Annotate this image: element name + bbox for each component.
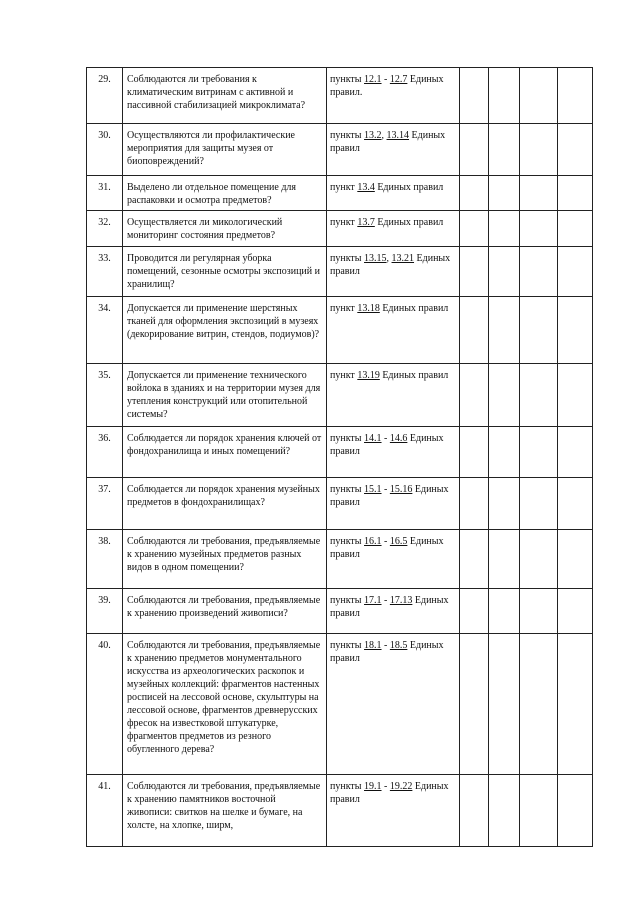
row-number: 29. xyxy=(87,68,123,124)
answer-cell[interactable] xyxy=(460,364,489,427)
rule-reference-link[interactable]: 12.1 xyxy=(364,74,382,85)
answer-cell[interactable] xyxy=(558,211,593,247)
rule-reference-text: - xyxy=(381,74,390,85)
answer-cell[interactable] xyxy=(558,634,593,775)
answer-cell[interactable] xyxy=(489,427,520,478)
answer-cell[interactable] xyxy=(558,124,593,176)
table-row xyxy=(87,247,593,297)
answer-cell[interactable] xyxy=(489,530,520,589)
rule-reference-link[interactable]: 18.1 xyxy=(364,640,382,651)
rule-reference-text: , xyxy=(386,253,392,264)
rule-reference-text: Единых правил xyxy=(379,370,449,381)
table-row xyxy=(87,364,593,427)
rule-reference xyxy=(327,211,460,247)
answer-cell[interactable] xyxy=(489,478,520,530)
answer-cell[interactable] xyxy=(460,211,489,247)
row-number: 32. xyxy=(87,211,123,247)
row-number: 35. xyxy=(87,364,123,427)
answer-cell[interactable] xyxy=(489,775,520,847)
rule-reference-link[interactable]: 13.18 xyxy=(357,303,380,314)
answer-cell[interactable] xyxy=(558,530,593,589)
answer-cell[interactable] xyxy=(558,775,593,847)
answer-cell[interactable] xyxy=(489,68,520,124)
rule-reference-link[interactable]: 13.7 xyxy=(357,217,375,228)
answer-cell[interactable] xyxy=(489,364,520,427)
table-row xyxy=(87,478,593,530)
row-number: 40. xyxy=(87,634,123,775)
answer-cell[interactable] xyxy=(558,478,593,530)
rule-reference-text: - xyxy=(381,595,390,606)
rule-reference-link[interactable]: 19.1 xyxy=(364,781,382,792)
rule-reference-text: - xyxy=(381,781,390,792)
rule-reference xyxy=(327,176,460,211)
rule-reference-text: Единых правил xyxy=(330,253,451,277)
rule-reference xyxy=(327,530,460,589)
rule-reference-text: пункты xyxy=(330,484,365,495)
answer-cell[interactable] xyxy=(460,176,489,211)
rule-reference-text: - xyxy=(381,433,390,444)
table-row xyxy=(87,530,593,589)
rule-reference-text: - xyxy=(381,640,390,651)
rule-reference-link[interactable]: 16.5 xyxy=(389,536,408,547)
answer-cell[interactable] xyxy=(520,68,558,124)
rule-reference-link[interactable]: 15.1 xyxy=(364,484,382,495)
rule-reference-text: пункт xyxy=(330,217,358,228)
answer-cell[interactable] xyxy=(558,364,593,427)
rule-reference-text: Единых правил xyxy=(330,595,449,619)
rule-reference xyxy=(327,297,460,364)
rule-reference-link[interactable]: 13.21 xyxy=(391,253,415,264)
answer-cell[interactable] xyxy=(460,297,489,364)
answer-cell[interactable] xyxy=(520,530,558,589)
rule-reference-text: пункты xyxy=(330,433,365,444)
answer-cell[interactable] xyxy=(460,427,489,478)
table-row xyxy=(87,211,593,247)
question-text: Соблюдаются ли требования, предъявляемые к хранению произведений живописи? xyxy=(123,589,327,634)
rule-reference-link[interactable]: 13.14 xyxy=(386,130,410,141)
question-text: Осуществляются ли профилактические мероприятия для защиты музея от биоповреждений? xyxy=(123,124,327,176)
rule-reference-text: пункт xyxy=(330,370,358,381)
answer-cell[interactable] xyxy=(520,124,558,176)
rule-reference-link[interactable]: 14.1 xyxy=(364,433,382,444)
question-text: Соблюдаются ли требования, предъявляемые к хранению музейных предметов разных видов в одном помещении? xyxy=(123,530,327,589)
row-number: 39. xyxy=(87,589,123,634)
answer-cell[interactable] xyxy=(460,775,489,847)
answer-cell[interactable] xyxy=(489,124,520,176)
answer-cell[interactable] xyxy=(489,589,520,634)
rule-reference-text: Единых правил xyxy=(330,484,449,508)
rule-reference xyxy=(327,247,460,297)
question-text: Соблюдаются ли требования, предъявляемые к хранению предметов монументального искусства из археологических раскопок и музейных коллекций: фрагментов настенных росписей на лессовой основе, скульптуры на лессовой основе, фрагментов древнерусских фресок на известковой штукатурке, фрагментов предметов из резного обугленного дерева? xyxy=(123,634,327,775)
answer-cell[interactable] xyxy=(489,297,520,364)
rule-reference-text: пункты xyxy=(330,253,365,264)
rule-reference-link[interactable]: 13.15 xyxy=(364,253,387,264)
row-number: 37. xyxy=(87,478,123,530)
rule-reference-link[interactable]: 13.2 xyxy=(364,130,382,141)
question-text: Осуществляется ли микологический мониторинг состояния предметов? xyxy=(123,211,327,247)
rule-reference-text: пункты xyxy=(330,781,365,792)
rule-reference-link[interactable]: 19.22 xyxy=(389,781,413,792)
rule-reference-text: Единых правил xyxy=(330,640,444,664)
checklist-table xyxy=(86,67,593,847)
table-row xyxy=(87,427,593,478)
rule-reference-text: пункты xyxy=(330,595,365,606)
answer-cell[interactable] xyxy=(460,124,489,176)
answer-cell[interactable] xyxy=(489,211,520,247)
rule-reference-text: Единых правил. xyxy=(330,74,444,98)
question-text: Соблюдаются ли требования к климатическим витринам с активной и пассивной стабилизацией микроклимата? xyxy=(123,68,327,124)
rule-reference-link[interactable]: 17.13 xyxy=(389,595,413,606)
table-row xyxy=(87,775,593,847)
rule-reference-text: пункты xyxy=(330,640,365,651)
rule-reference-text: пункты xyxy=(330,74,365,85)
rule-reference-text: пункты xyxy=(330,130,365,141)
rule-reference-text: Единых правил xyxy=(330,536,444,560)
table-row xyxy=(87,176,593,211)
answer-cell[interactable] xyxy=(558,68,593,124)
rule-reference-link[interactable]: 16.1 xyxy=(364,536,382,547)
row-number: 41. xyxy=(87,775,123,847)
question-text: Соблюдается ли порядок хранения ключей от фондохранилища и иных помещений? xyxy=(123,427,327,478)
rule-reference xyxy=(327,589,460,634)
rule-reference-text: Единых правил xyxy=(330,433,444,457)
rule-reference-link[interactable]: 14.6 xyxy=(389,433,408,444)
table-row xyxy=(87,68,593,124)
answer-cell[interactable] xyxy=(558,297,593,364)
answer-cell[interactable] xyxy=(558,427,593,478)
rule-reference-text: пункты xyxy=(330,536,365,547)
answer-cell[interactable] xyxy=(558,247,593,297)
answer-cell[interactable] xyxy=(520,247,558,297)
answer-cell[interactable] xyxy=(520,775,558,847)
rule-reference-text: пункт xyxy=(330,303,358,314)
question-text: Выделено ли отдельное помещение для распаковки и осмотра предметов? xyxy=(123,176,327,211)
rule-reference-text: , xyxy=(381,130,387,141)
question-text: Проводится ли регулярная уборка помещений, сезонные осмотры экспозиций и хранилищ? xyxy=(123,247,327,297)
answer-cell[interactable] xyxy=(520,634,558,775)
answer-cell[interactable] xyxy=(520,176,558,211)
rule-reference-text: Единых правил xyxy=(330,781,449,805)
answer-cell[interactable] xyxy=(460,68,489,124)
answer-cell[interactable] xyxy=(558,176,593,211)
rule-reference-link[interactable]: 18.5 xyxy=(389,640,408,651)
rule-reference-link[interactable]: 15.16 xyxy=(389,484,413,495)
answer-cell[interactable] xyxy=(558,589,593,634)
rule-reference-text: Единых правил xyxy=(330,130,446,154)
question-text: Соблюдается ли порядок хранения музейных предметов в фондохранилищах? xyxy=(123,478,327,530)
rule-reference xyxy=(327,427,460,478)
rule-reference-text: - xyxy=(381,536,390,547)
question-text: Допускается ли применение технического войлока в зданиях и на территории музея для утепления конструкций или отопительной системы? xyxy=(123,364,327,427)
rule-reference xyxy=(327,634,460,775)
rule-reference-text: Единых правил xyxy=(374,217,444,228)
rule-reference-link[interactable]: 13.19 xyxy=(357,370,380,381)
answer-cell[interactable] xyxy=(460,589,489,634)
question-text: Соблюдаются ли требования, предъявляемые к хранению памятников восточной живописи: свитков на шелке и бумаге, на холсте, на хлопке, ширм, xyxy=(123,775,327,847)
row-number: 33. xyxy=(87,247,123,297)
table-row xyxy=(87,297,593,364)
answer-cell[interactable] xyxy=(460,634,489,775)
rule-reference xyxy=(327,478,460,530)
rule-reference-link[interactable]: 13.4 xyxy=(357,182,375,193)
row-number: 38. xyxy=(87,530,123,589)
rule-reference-text: - xyxy=(381,484,390,495)
checklist-rows xyxy=(87,68,593,847)
rule-reference-text: Единых правил xyxy=(379,303,449,314)
rule-reference xyxy=(327,364,460,427)
row-number: 34. xyxy=(87,297,123,364)
answer-cell[interactable] xyxy=(489,247,520,297)
rule-reference xyxy=(327,124,460,176)
answer-cell[interactable] xyxy=(520,589,558,634)
row-number: 36. xyxy=(87,427,123,478)
question-text: Допускается ли применение шерстяных тканей для оформления экспозиций в музеях (декорирование витрин, стендов, подиумов)? xyxy=(123,297,327,364)
answer-cell[interactable] xyxy=(520,364,558,427)
rule-reference-text: пункт xyxy=(330,182,358,193)
table-row xyxy=(87,634,593,775)
rule-reference-link[interactable]: 12.7 xyxy=(389,74,408,85)
answer-cell[interactable] xyxy=(520,297,558,364)
answer-cell[interactable] xyxy=(520,211,558,247)
row-number: 30. xyxy=(87,124,123,176)
row-number: 31. xyxy=(87,176,123,211)
rule-reference-text: Единых правил xyxy=(374,182,444,193)
rule-reference-link[interactable]: 17.1 xyxy=(364,595,382,606)
rule-reference xyxy=(327,68,460,124)
answer-cell[interactable] xyxy=(489,176,520,211)
table-row xyxy=(87,589,593,634)
answer-cell[interactable] xyxy=(520,427,558,478)
answer-cell[interactable] xyxy=(489,634,520,775)
table-row xyxy=(87,124,593,176)
answer-cell[interactable] xyxy=(460,247,489,297)
answer-cell[interactable] xyxy=(460,530,489,589)
answer-cell[interactable] xyxy=(460,478,489,530)
rule-reference xyxy=(327,775,460,847)
answer-cell[interactable] xyxy=(520,478,558,530)
